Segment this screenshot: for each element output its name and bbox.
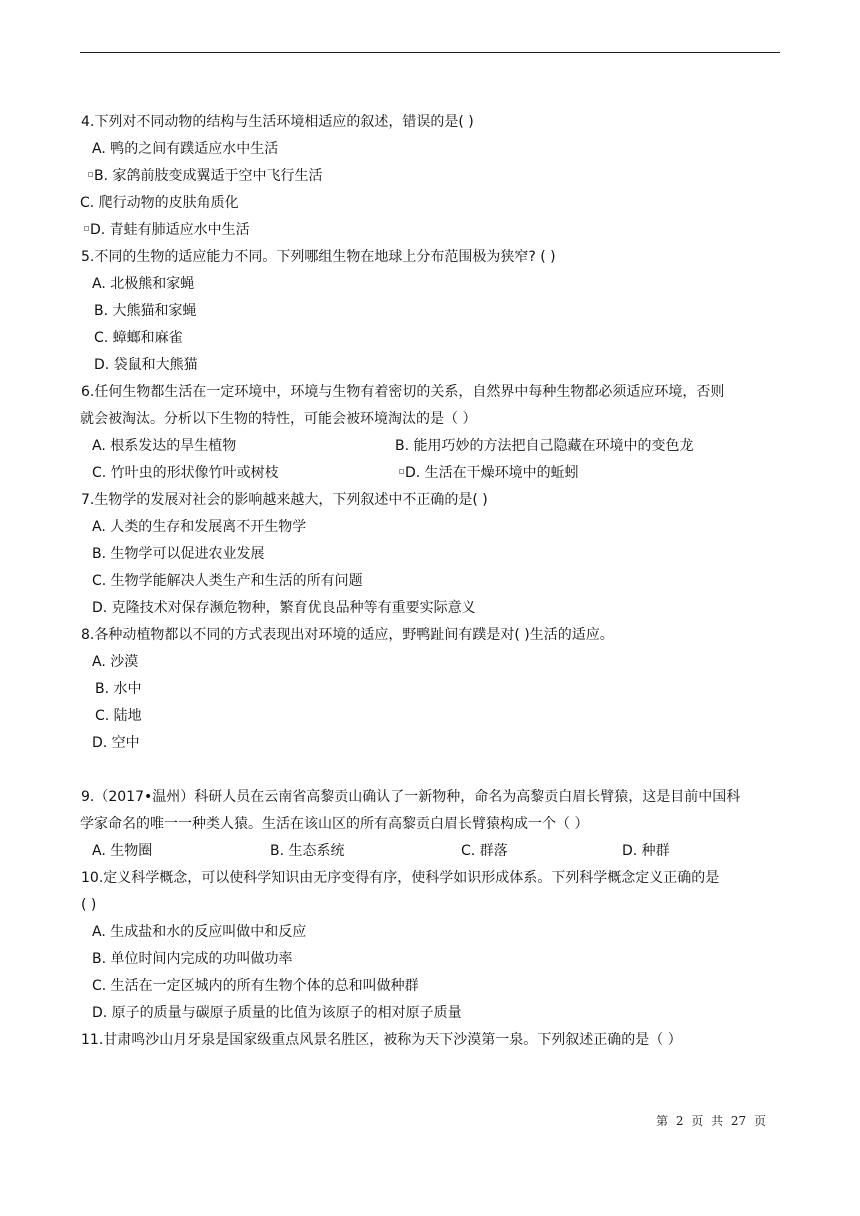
question-9-option-a[interactable]: A. 生物圈 — [92, 843, 153, 859]
question-4-option-b[interactable] — [88, 166, 323, 186]
question-7-stem: 7.生物学的发展对社会的影响越来越大，下列叙述中不正确的是( ) — [81, 492, 488, 508]
marker-icon — [399, 469, 404, 474]
question-10-option-a[interactable]: A. 生成盐和水的反应叫做中和反应 — [92, 924, 307, 940]
question-4-option-c[interactable]: C. 爬行动物的皮肤角质化 — [80, 195, 239, 211]
header-rule — [80, 52, 780, 53]
option-text: D. 青蛙有肺适应水中生活 — [90, 222, 250, 238]
question-10-stem-line-1: 10.定义科学概念，可以使科学知识由无序变得有序，使科学如识形成体系。下列科学概念定义正确的是 — [81, 870, 720, 886]
question-9-option-c[interactable]: C. 群落 — [461, 843, 508, 859]
question-8-option-d[interactable]: D. 空中 — [92, 735, 140, 751]
question-9-option-d[interactable]: D. 种群 — [622, 843, 670, 859]
question-4-option-a[interactable]: A. 鸭的之间有蹼适应水中生活 — [92, 141, 279, 157]
question-6-stem-line-2: 就会被淘汰。分析以下生物的特性，可能会被环境淘汰的是（ ） — [80, 411, 477, 427]
question-6-option-b[interactable]: B. 能用巧妙的方法把自己隐藏在环境中的变色龙 — [395, 438, 694, 454]
question-7-option-a[interactable]: A. 人类的生存和发展离不开生物学 — [92, 519, 307, 535]
question-6-option-d[interactable] — [399, 463, 579, 483]
question-11-stem: 11.甘肃鸣沙山月牙泉是国家级重点风景名胜区，被称为天下沙漠第一泉。下列叙述正确的是（ ） — [81, 1032, 682, 1048]
marker-icon — [84, 226, 89, 231]
question-4-stem: 4.下列对不同动物的结构与生活环境相适应的叙述，错误的是( ) — [81, 114, 474, 130]
question-6-stem-line-1: 6.任何生物都生活在一定环境中，环境与生物有着密切的关系，自然界中每种生物都必须适应环境，否则 — [81, 384, 725, 400]
question-5-option-a[interactable]: A. 北极熊和家蝇 — [92, 276, 195, 292]
question-6-option-c[interactable]: C. 竹叶虫的形状像竹叶或树枝 — [92, 465, 279, 481]
question-8-stem: 8.各种动植物都以不同的方式表现出对环境的适应，野鸭趾间有蹼是对( )生活的适应。 — [81, 627, 614, 643]
option-text: B. 家鸽前肢变成翼适于空中飞行生活 — [94, 168, 323, 184]
question-7-option-d[interactable]: D. 克隆技术对保存濒危物种，繁育优良品种等有重要实际意义 — [92, 600, 476, 616]
question-9-stem-line-1: 9.（2017•温州）科研人员在云南省高黎贡山确认了一新物种，命名为高黎贡白眉长臂猿，这是目前中国科 — [81, 789, 741, 805]
question-4-option-d[interactable] — [84, 220, 250, 240]
question-8-option-a[interactable]: A. 沙漠 — [92, 654, 139, 670]
question-5-option-d[interactable]: D. 袋鼠和大熊猫 — [94, 357, 198, 373]
question-7-option-c[interactable]: C. 生物学能解决人类生产和生活的所有问题 — [92, 573, 363, 589]
question-9-stem-line-2: 学家命名的唯一一种类人猿。生活在该山区的所有高黎贡白眉长臂猿构成一个（ ） — [80, 816, 589, 832]
question-5-option-b[interactable]: B. 大熊猫和家蝇 — [94, 303, 197, 319]
question-8-option-b[interactable]: B. 水中 — [95, 681, 142, 697]
question-6-option-a[interactable]: A. 根系发达的旱生植物 — [92, 438, 237, 454]
question-9-option-b[interactable]: B. 生态系统 — [270, 843, 345, 859]
question-10-option-b[interactable]: B. 单位时间内完成的功叫做功率 — [92, 951, 293, 967]
question-5-option-c[interactable]: C. 蟑螂和麻雀 — [94, 330, 183, 346]
option-text: D. 生活在干燥环境中的蚯蚓 — [405, 465, 579, 481]
page-footer: 第 2 页 共 27 页 — [656, 1114, 766, 1128]
marker-icon — [88, 172, 93, 177]
question-10-option-c[interactable]: C. 生活在一定区城内的所有生物个体的总和叫做种群 — [92, 978, 419, 994]
question-10-option-d[interactable]: D. 原子的质量与碳原子质量的比值为该原子的相对原子质量 — [92, 1005, 462, 1021]
question-7-option-b[interactable]: B. 生物学可以促进农业发展 — [92, 546, 265, 562]
question-8-option-c[interactable]: C. 陆地 — [95, 708, 142, 724]
question-5-stem: 5.不同的生物的适应能力不同。下列哪组生物在地球上分布范围极为狭窄? ( ) — [81, 249, 556, 265]
question-10-stem-line-2: ( ) — [81, 897, 97, 913]
